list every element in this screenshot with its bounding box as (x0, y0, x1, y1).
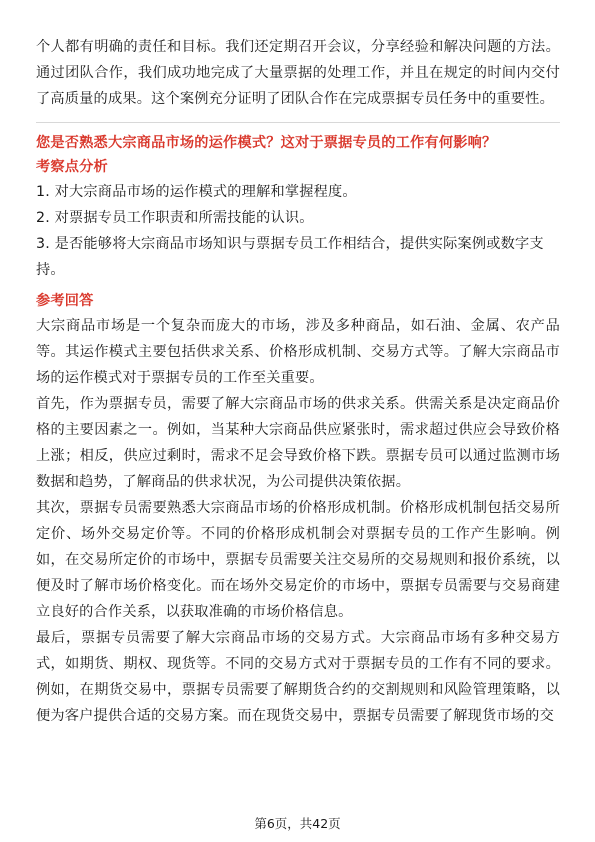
analysis-item: 3. 是否能够将大宗商品市场知识与票据专员工作相结合，提供实际案例或数字支持。 (36, 236, 544, 278)
page-number: 第6页，共42页 (254, 816, 341, 831)
document-page (36, 34, 560, 729)
intro-paragraph: 个人都有明确的责任和目标。我们还定期召开会议，分享经验和解决问题的方法。通过团队合作，我们成功地完成了大量票据的处理工作，并且在规定的时间内交付了高质量的成果。这个案例充分证明了团队合作在完成票据专员任务中的重要性。 (36, 39, 560, 107)
question-heading: 您是否熟悉大宗商品市场的运作模式？这对于票据专员的工作有何影响？ (36, 135, 497, 151)
answer-title: 参考回答 (36, 293, 94, 309)
answer-paragraph: 其次，票据专员需要熟悉大宗商品市场的价格形成机制。价格形成机制包括交易所定价、场外交易定价等。不同的价格形成机制会对票据专员的工作产生影响。例如，在交易所定价的市场中，票据专员需要关注交易所的交易规则和报价系统，以便及时了解市场价格变化。而在场外交易定价的市场中，票据专员需要与交易商建立良好的合作关系，以获取准确的市场价格信息。 (36, 500, 560, 620)
answer-body (36, 313, 560, 729)
answer-paragraph: 大宗商品市场是一个复杂而庞大的市场，涉及多种商品，如石油、金属、农产品等。其运作模式主要包括供求关系、价格形成机制、交易方式等。了解大宗商品市场的运作模式对于票据专员的工作至关重要。 (36, 318, 560, 386)
section-divider (36, 122, 560, 123)
analysis-item: 1. 对大宗商品市场的运作模式的理解和掌握程度。 (36, 184, 357, 200)
answer-paragraph: 首先，作为票据专员，需要了解大宗商品市场的供求关系。供需关系是决定商品价格的主要因素之一。例如，当某种大宗商品供应紧张时，需求超过供应会导致价格上涨；相反，供应过剩时，需求不足会导致价格下跌。票据专员可以通过监测市场数据和趋势，了解商品的供求状况，为公司提供决策依据。 (36, 396, 560, 490)
analysis-title: 考察点分析 (36, 159, 108, 175)
answer-paragraph: 最后，票据专员需要了解大宗商品市场的交易方式。大宗商品市场有多种交易方式，如期货、期权、现货等。不同的交易方式对于票据专员的工作有不同的要求。例如，在期货交易中，票据专员需要了解期货合约的交割规则和风险管理策略，以便为客户提供合适的交易方案。而在现货交易中，票据专员需要了解现货市场的交 (36, 630, 560, 724)
analysis-list (36, 179, 560, 283)
analysis-item: 2. 对票据专员工作职责和所需技能的认识。 (36, 210, 314, 226)
